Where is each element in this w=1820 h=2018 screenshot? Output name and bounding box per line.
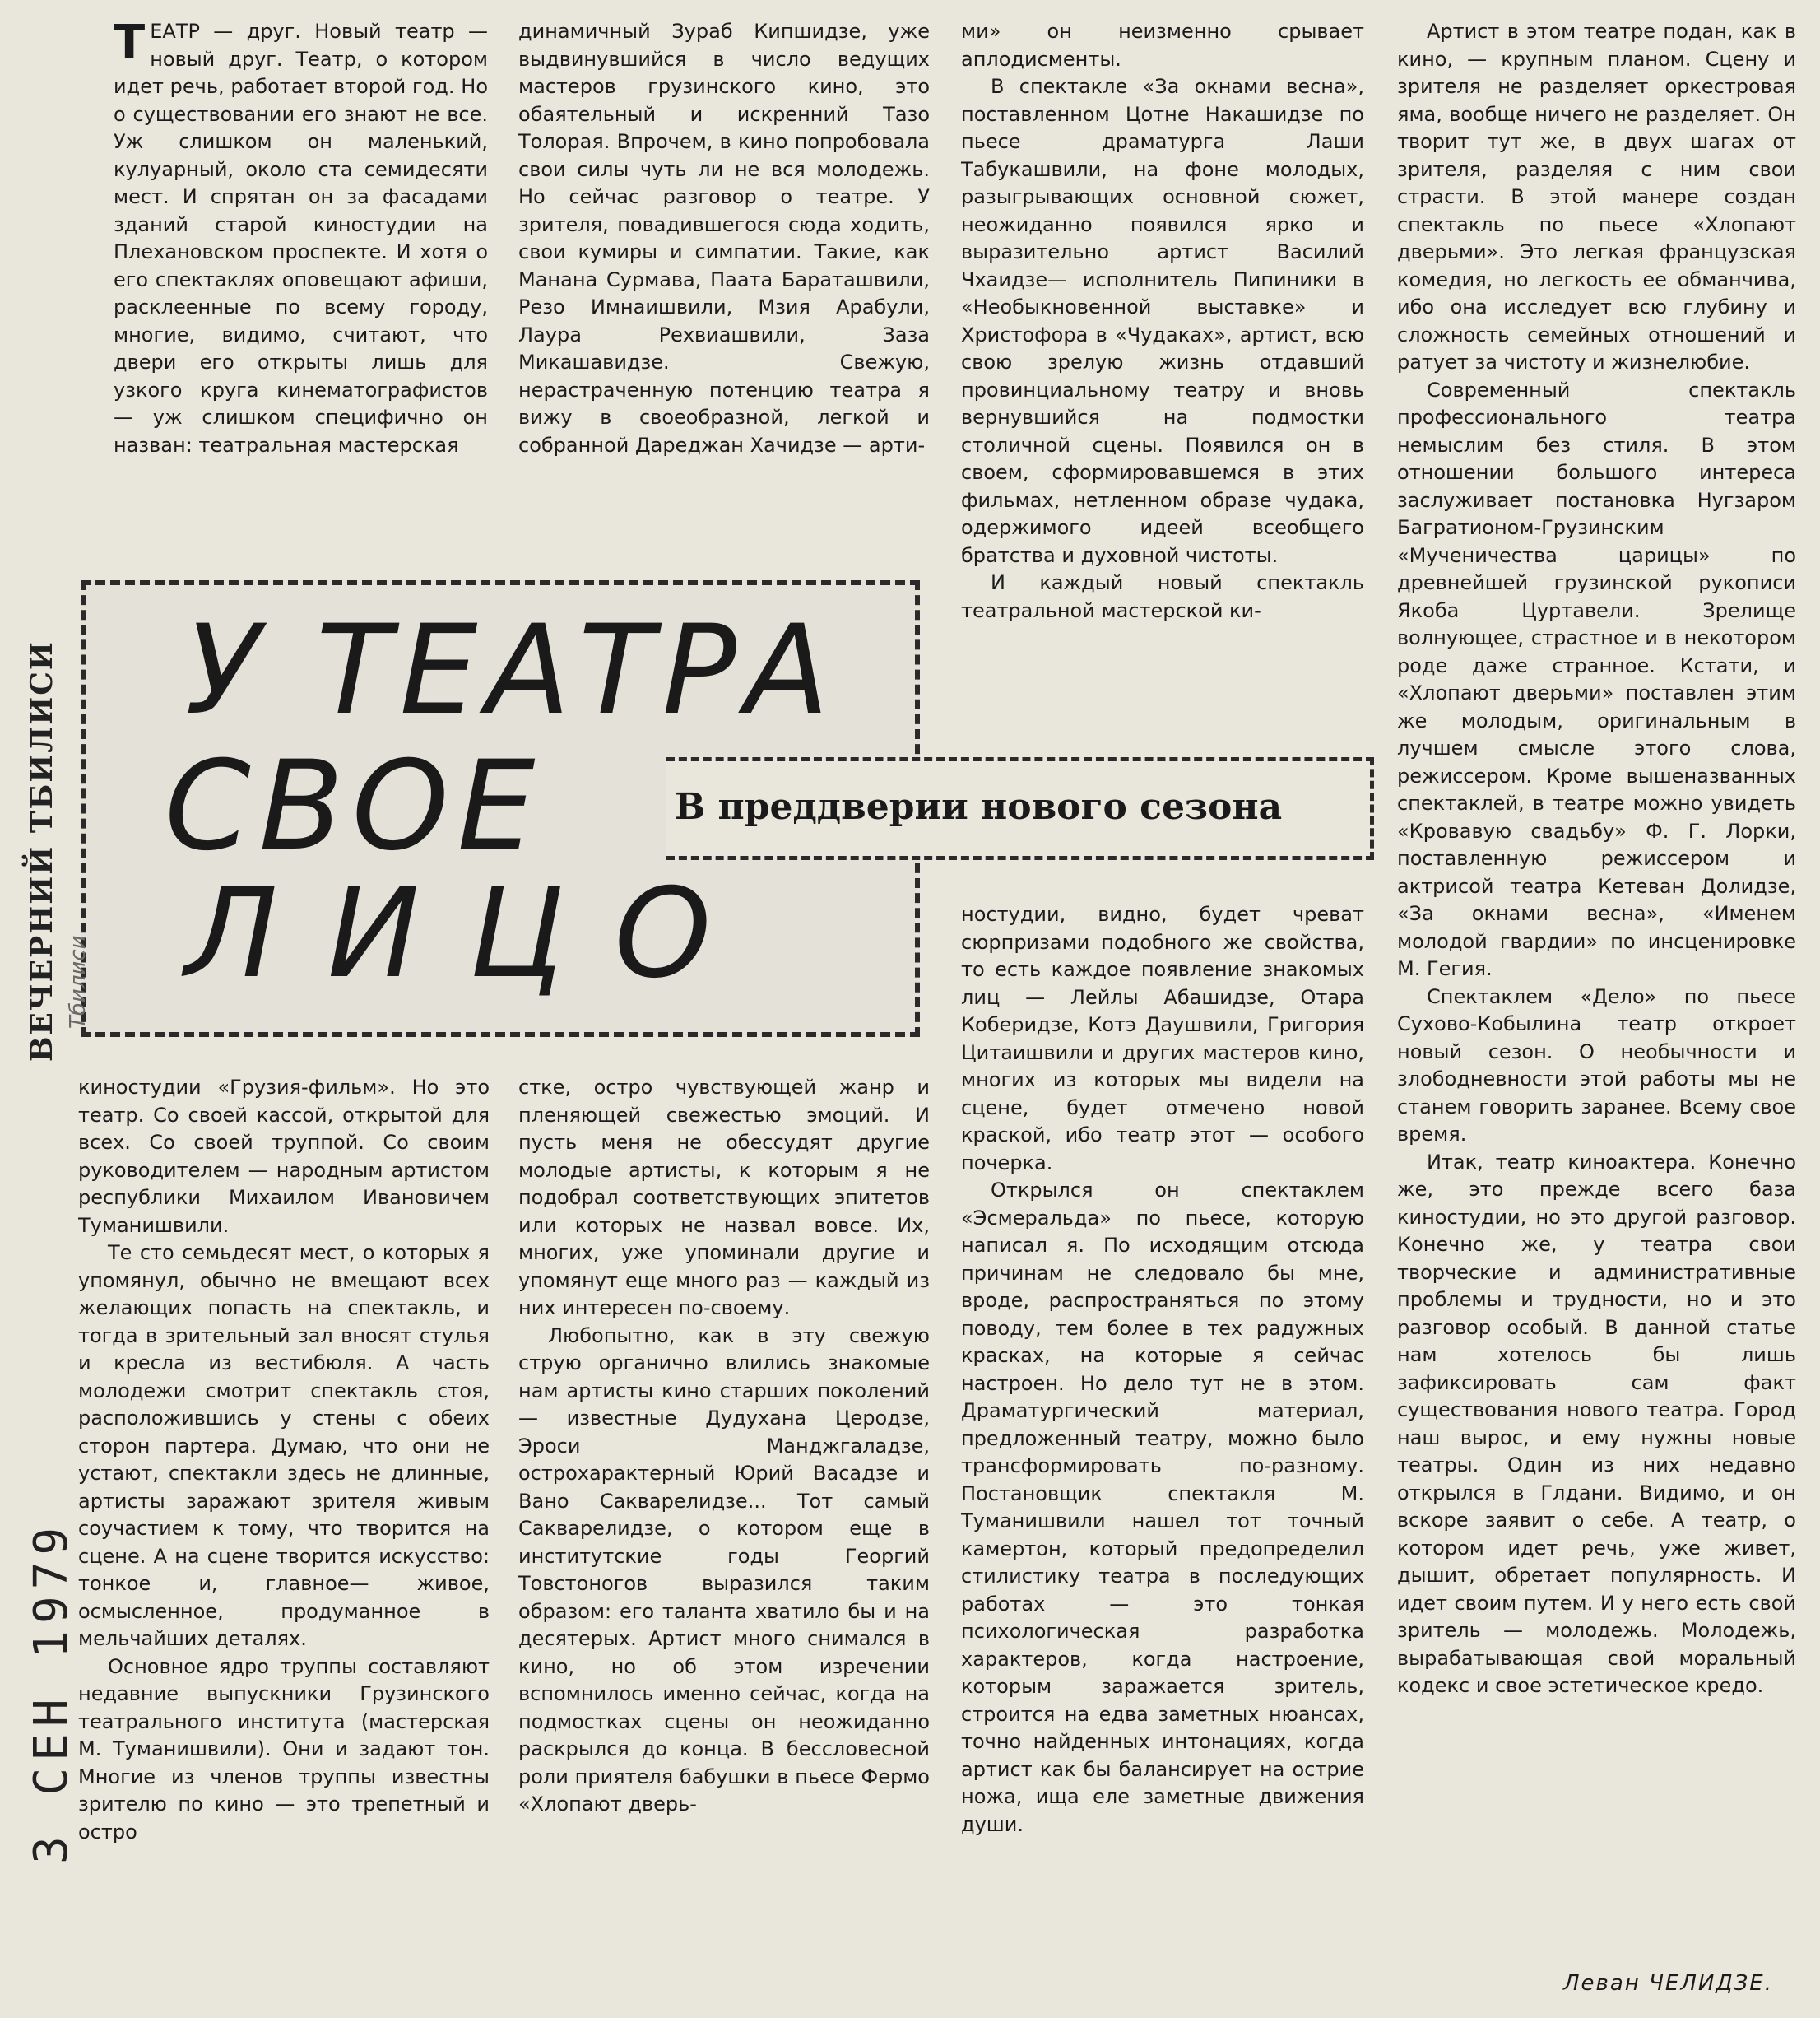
paragraph: В спектакле «За окнами весна», поставленном Цотне Накашидзе по пьесе драматурга Лаши Табукашвили, на фоне молодых, разыгрывающих основной сюжет, неожиданно появился ярко и выразительно артист Василий Чхаидзе— исполнитель Пипиники в «Необыкновенной выставке» и Христофора в «Чудаках», артист, всю свою зрелую жизнь отдавший провинциальному театру и вновь вернувшийся на подмостки столичной сцены. Появился он в своем, сформировавшемся в этих фильмах, нетленном образе чудака, одержимого идеей всеобщего братства и духовной чистоты. xyxy=(961,75,1364,567)
paragraph: И каждый новый спектакль театральной мастерской ки- xyxy=(961,571,1364,622)
paragraph: динамичный Зураб Кипшидзе, уже выдвинувшийся в число ведущих мастеров грузинского кино, это обаятельный и искренний Тазо Толорая. Впрочем, в кино попробовала свои силы чуть ли не вся молодежь. Но сейчас разговор о театре. У зрителя, повадившегося сюда ходить, свои кумиры и симпатии. Такие, как Манана Сурмава, Паата Бараташвили, Резо Имнаишвили, Мзия Арабули, Лаура Рехвиашвили, Заза Микашавидзе. Свежую, нерастраченную потенцию театра я вижу в своеобразной, легкой и собранной Дареджан Хачидзе — арти- xyxy=(518,20,930,457)
paragraph: Спектаклем «Дело» по пьесе Сухово-Кобылина театр откроет новый сезон. О необычности и злободневности этой работы мы не станем говорить заранее. Всему свое время. xyxy=(1397,984,1796,1146)
newspaper-masthead: ВЕЧЕРНИЙ ТБИЛИСИ xyxy=(25,640,59,1062)
headline-line-3: ЛИЦО xyxy=(185,863,761,1006)
paragraph: Те сто семьдесят мест, о которых я упомянул, обычно не вмещают всех желающих попасть на спектакль, и тогда в зрительный зал вносят стулья и кресла из вестибюля. А часть молодежи смотрит спектакль стоя, расположившись у стены с обеих сторон партера. Думаю, что они не устают, спектакли здесь не длинные, артисты заражают зрителя живым соучастием к тому, что творится на сцене. А на сцене творится искусство: тонкое и, главное— живое, осмысленное, продуманное в мельчайших деталях. xyxy=(78,1241,490,1650)
paragraph: Итак, театр киноактера. Конечно же, это прежде всего база киностудии, но это другой разговор. Конечно же, у театра свои творческие и административные проблемы и трудности, но и это разговор особый. В данной статье нам хотелось бы лишь зафиксировать сам факт существования нового театра. Город наш вырос, и ему нужны новые театры. Один из них недавно открылся в Глдани. Видимо, и он вскоре заявит о себе. А театр, о котором идет речь, уже живет, дышит, обретает популярность. И идет своим путем. И у него есть свой зритель — молодежь. Молодежь, вырабатывающая свой моральный кодекс и свое эстетическое кредо. xyxy=(1397,1150,1796,1697)
paragraph: ЕАТР — друг. Новый театр — новый друг. Театр, о котором идет речь, работает второй год. Но о существовании его знают не все. Уж слишком он маленький, кулуарный, около ста семидесяти мест. И спрятан он за фасадами зданий старой киностудии на Плехановском проспекте. И хотя о его спектаклях оповещают афиши, расклеенные по всему городу, многие, видимо, считают, что двери его открыты лишь для узкого круга кинематографистов — уж слишком специфично он назван: театральная мастерская xyxy=(114,20,488,457)
column-1-bottom xyxy=(78,1074,490,2004)
headline-line-2: СВОЕ xyxy=(165,735,544,878)
paragraph: Современный спектакль профессионального театра немыслим без стиля. В этом отношении большого интереса заслуживает постановка Нугзаром Багратионом-Грузинским «Мученичества царицы» по древнейшей грузинской рукописи Якоба Цуртавели. Зрелище волнующее, страстное и в некотором роде даже странное. Кстати, и «Хлопают дверьми» поставлен этим же молодым, оригинальным в лучшем смысле этого слова, режиссером. Кроме вышеназванных спектаклей, в театре можно увидеть «Кровавую свадьбу» Ф. Г. Лорки, поставленную режиссером и актрисой театра Кетеван Долидзе, «За окнами весна», «Именем молодой гвардии» по инсценировке М. Гегия. xyxy=(1397,378,1796,980)
headline-line-1: У ТЕАТРА xyxy=(185,599,838,742)
column-2-bottom xyxy=(518,1074,930,2004)
paragraph: Любопытно, как в эту свежую струю органично влились знакомые нам артисты кино старших поколений — известные Дудухана Церодзе, Эроси Манджгаладзе, острохарактерный Юрий Васадзе и Вано Сакварелидзе... Тот самый Сакварелидзе, о котором еще в институтские годы Георгий Товстоногов выразился таким образом: его таланта хватило бы и на десятерых. Артист много снимался в кино, но об этом изречении вспомнилось именно сейчас, когда на подмостках сцены он неожиданно раскрылся до конца. В бессловесной роли приятеля бабушки в пьесе Фермо «Хлопают дверь- xyxy=(518,1323,930,1816)
author-signature: Леван ЧЕЛИДЗЕ. xyxy=(1563,1971,1773,1996)
paragraph: ностудии, видно, будет чреват сюрпризами подобного же свойства, то есть каждое появление знакомых лиц — Лейлы Абашидзе, Отара Коберидзе, Котэ Даушвили, Григория Цитаишвили и других мастеров кино, многих из которых мы видели на сцене, будет отмечено новой краской, ибо театр этот — особого почерка. xyxy=(961,903,1364,1174)
paragraph: ми» он неизменно срывает аплодисменты. xyxy=(961,20,1364,71)
place-label: Тбилиси xyxy=(66,935,91,1029)
column-3-bottom xyxy=(961,901,1364,2004)
subheadline: В преддверии нового сезона xyxy=(675,786,1283,828)
column-1-top xyxy=(114,18,488,545)
drop-cap: Т xyxy=(114,18,146,69)
column-4 xyxy=(1397,18,1796,1969)
paragraph: стке, остро чувствующей жанр и пленяющей свежестью эмоций. И пусть меня не обессудят другие молодые артисты, к которым я не подобрал соответствующих эпитетов или которых не назвал вовсе. Их, многих, уже упоминали другие и упомянут еще много раз — каждый из них интересен по-своему. xyxy=(518,1076,930,1319)
paragraph: Открылся он спектаклем «Эсмеральда» по пьесе, которую написал я. По исходящим отсюда причинам не следовало бы мне, вроде, распространяться по этому поводу, тем более в тех радужных красках, на которые я сейчас настроен. Но дело тут не в этом. Драматургический материал, предложенный театру, можно было трансформировать по-разному. Постановщик спектакля М. Туманишвили нашел тот точный камертон, который предопределил стилистику театра в последующих работах — это тонкая психологическая разработка характеров, когда настроение, которым заражается зритель, строится на едва заметных нюансах, точно найденных интонациях, когда артист как бы балансирует на острие ножа, ища еле заметные движения души. xyxy=(961,1179,1364,1836)
column-2-top xyxy=(518,18,930,545)
paragraph: Артист в этом театре подан, как в кино, — крупным планом. Сцену и зрителя не разделяет оркестровая яма, вообще ничего не разделяет. Он творит тут же, в двух шагах от зрителя, разделяя с ним свои страсти. В этой манере создан спектакль по пьесе «Хлопают дверьми». Это легкая французская комедия, но легкость ее обманчива, ибо она исследует всю глубину и сложность семейных отношений и ратует за чистоту и жизнелюбие. xyxy=(1397,20,1796,374)
paragraph: киностудии «Грузия-фильм». Но это театр. Со своей кассой, открытой для всех. Со своей труппой. Со своим руководителем — народным артистом республики Михаилом Ивановичем Туманишвили. xyxy=(78,1076,490,1237)
column-3-top xyxy=(961,18,1364,660)
paragraph: Основное ядро труппы составляют недавние выпускники Грузинского театрального института (мастерская М. Туманишвили). Они и задают тон. Многие из членов труппы известны зрителю по кино — это трепетный и остро xyxy=(78,1654,490,1844)
date-stamp: 3 СЕН 1979 xyxy=(25,1520,78,1864)
